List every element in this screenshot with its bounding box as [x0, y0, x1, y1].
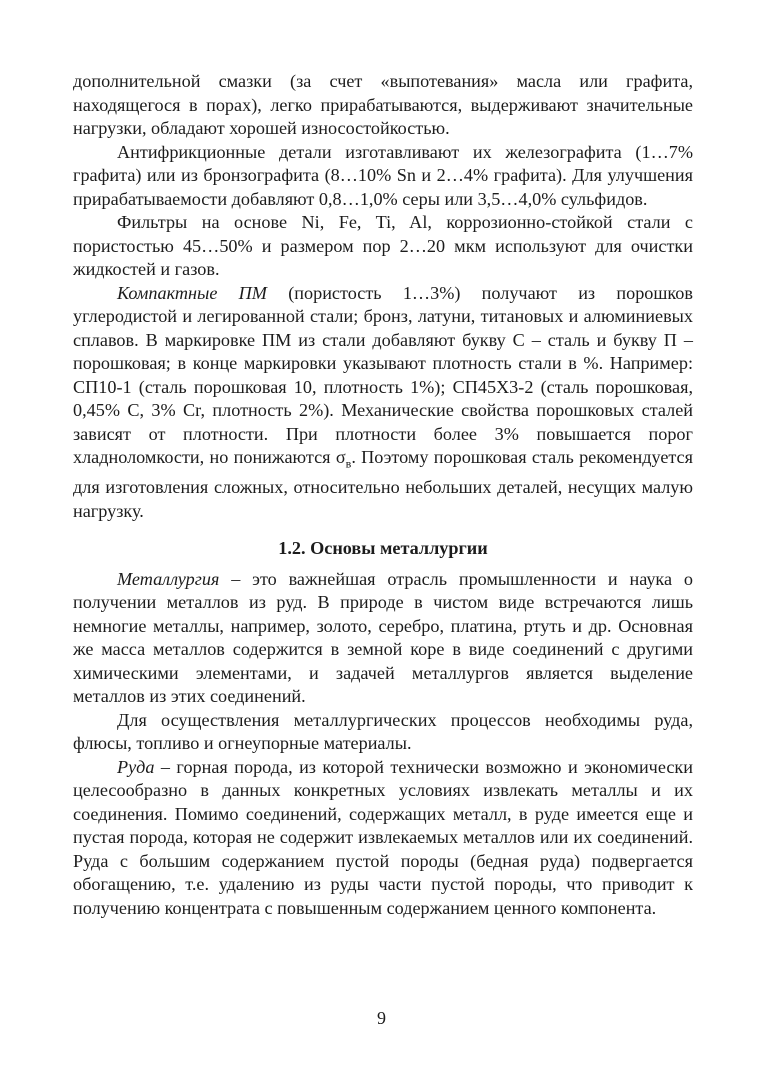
paragraph-metallurgy	[73, 568, 693, 709]
term-ore: Руда	[117, 756, 155, 777]
page-body	[73, 70, 693, 920]
term-metallurgy: Металлургия	[117, 568, 220, 589]
paragraph-processes: Для осуществления металлургических процессов необходимы руда, флюсы, топливо и огнеупорные материалы.	[73, 709, 693, 754]
ore-text: – горная порода, из которой технически возможно и экономически целесообразно в данных конкретных условиях извлекать металлы и их соединения. Помимо соединений, содержащих металл, в руде имеется еще и пустая порода, которая не содержит извлекаемых металлов или их соединений. Руда с большим содержанием пустой породы (бедная руда) подвергается обогащению, т.е. удалению из руды части пустой породы, что приводит к получению концентрата с повышенным содержанием ценного компонента.	[73, 756, 693, 918]
term-compact-pm: Компактные ПМ	[117, 282, 267, 303]
sigma-subscript: в	[345, 456, 352, 471]
paragraph-compact-pm	[73, 282, 693, 524]
compact-text-after: . Поэтому порошковая сталь рекомендуется для изготовления сложных, относительно небольших деталей, несущих малую нагрузку.	[73, 447, 693, 521]
paragraph-lubrication: дополнительной смазки (за счет «выпотевания» масла или графита, находящегося в порах), легко прирабатываются, выдерживают значительные нагрузки, обладают хорошей износостойкостью.	[73, 71, 693, 138]
section-heading: 1.2. Основы металлургии	[278, 538, 488, 559]
page-number: 9	[377, 1008, 386, 1028]
sigma-symbol: σ	[335, 447, 346, 467]
paragraph-antifriction: Антифрикционные детали изготавливают их железографита (1…7% графита) или из бронзографита (8…10% Sn и 2…4% графита). Для улучшения прирабатываемости добавляют 0,8…1,0% серы или 3,5…4,0% сульфидов.	[73, 141, 693, 209]
compact-text-before: (пористость 1…3%) получают из порошков углеродистой и легированной стали; бронз, латуни, титановых и алюминиевых сплавов. В маркировке ПМ из стали добавляют букву С – сталь и букву П – порошковая; в конце маркировки указывают плотность стали в %. Например: СП10-1 (сталь порошковая 10, плотность 1%); СП45Х3-2 (сталь порошковая, 0,45% С, 3% Cr, плотность 2%). Механические свойства порошковых сталей зависят от плотности. При плотности более 3% повышается порог хладноломкости, но понижаются	[73, 282, 693, 467]
paragraph-filters: Фильтры на основе Ni, Fe, Ti, Al, коррозионно-стойкой стали с пористостью 45…50% и размером пор 2…20 мкм используют для очистки жидкостей и газов.	[73, 212, 693, 279]
metallurgy-text: – это важнейшая отрасль промышленности и наука о получении металлов из руд. В природе в чистом виде встречаются лишь немногие металлы, например, золото, серебро, платина, ртуть и др. Основная же масса металлов содержится в земной коре в виде соединений с другими химическими элементами, и задачей металлургов является выделение металлов из этих соединений.	[73, 568, 693, 707]
paragraph-ore	[73, 756, 693, 921]
